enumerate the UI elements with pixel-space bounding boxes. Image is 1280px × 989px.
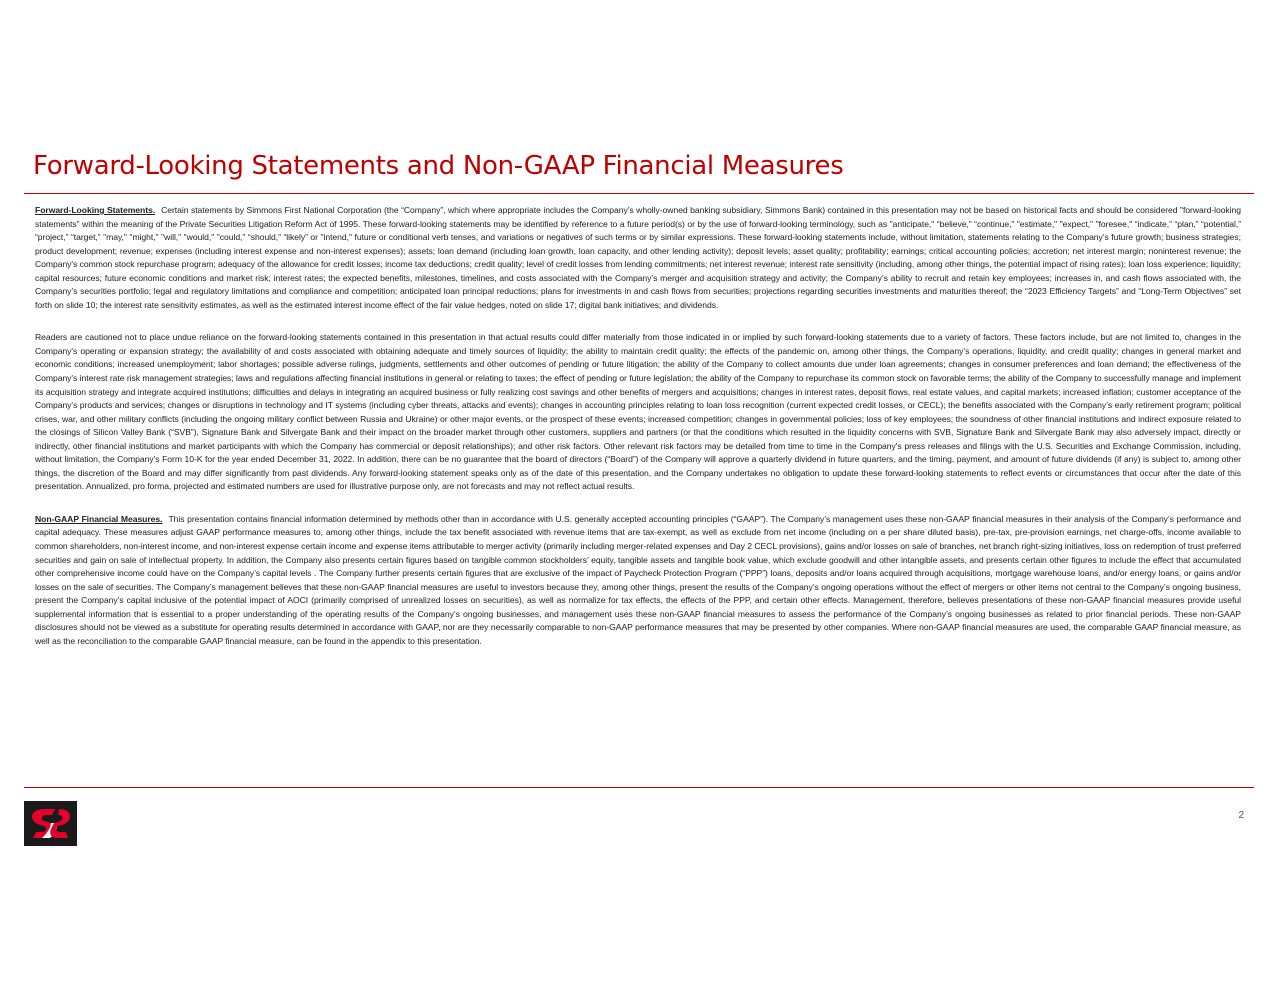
disclaimer-body <box>35 204 1241 667</box>
paragraph-risk-factors <box>35 331 1241 494</box>
title-divider <box>24 193 1254 194</box>
paragraph-non-gaap <box>35 513 1241 648</box>
paragraph-text: Readers are cautioned not to place undue reliance on the forward-looking statements contained in this presentation in that actual results could differ materially from those indicated in or implied by such forward-looking statements due to a variety of factors. These factors include, but are not limited to, changes in the Company's operating or expansion strategy; the availability of and costs associated with obtaining adequate and timely sources of liquidity; the ability to maintain credit quality; the effects of the pandemic on, among other things, the Company’s operations, liquidity, and credit quality; changes in general market and economic conditions; increased unemployment; labor shortages; possible adverse rulings, judgments, settlements and other outcomes of pending or future litigation; the ability of the Company to collect amounts due under loan agreements; changes in consumer preferences and loan demand; the effectiveness of the Company's interest rate risk management strategies; laws and regulations affecting financial institutions in general or relating to taxes; the effect of pending or future legislation; the ability of the Company to repurchase its common stock on favorable terms; the ability of the Company to successfully manage and implement its acquisition strategy and integrate acquired institutions; difficulties and delays in integrating an acquired business or fully realizing cost savings and other benefits of mergers and acquisitions; changes in interest rates, deposit flows, real estate values, and capital markets; increased inflation; customer acceptance of the Company's products and services; changes or disruptions in technology and IT systems (including cyber threats, attacks and events); changes in accounting principles relating to loan loss recognition (current expected credit losses, or CECL); the benefits associated with the Company’s early retirement program; political crises, war, and other military conflicts (including the ongoing military conflict between Russia and Ukraine) or other major events, or the prospect of these events; increased competition; changes in governmental policies; loss of key employees; the soundness of other financial institutions and indirect exposure related to the closings of Silicon Valley Bank (“SVB”), Signature Bank and Silvergate Bank and their impact on the broader market through other customers, suppliers and partners (or that the conditions which resulted in the liquidity concerns with SVB, Signature Bank and Silvergate Bank may also adversely impact, directly or indirectly, other financial institutions and market participants with which the Company has commercial or deposit relationships); and other risk factors. Other relevant risk factors may be detailed from time to time in the Company's press releases and filings with the U.S. Securities and Exchange Commission, including, without limitation, the Company’s Form 10-K for the year ended December 31, 2022. In addition, there can be no guarantee that the board of directors (“Board”) of the Company will approve a quarterly dividend in future quarters, and the timing, payment, and amount of future dividends (if any) is subject to, among other things, the discretion of the Board and may differ significantly from past dividends. Any forward-looking statement speaks only as of the date of this presentation, and the Company undertakes no obligation to update these forward-looking statements to reflect events or circumstances that occur after the date of this presentation. Annualized, pro forma, projected and estimated numbers are used for illustrative purpose only, are not forecasts and may not reflect actual results. <box>35 332 1241 492</box>
paragraph-lead: Forward-Looking Statements. <box>35 205 156 215</box>
slide-title: Forward-Looking Statements and Non-GAAP Financial Measures <box>33 151 844 181</box>
paragraph-text: This presentation contains financial information determined by methods other than in accordance with U.S. generally accepted accounting principles (“GAAP”). The Company’s management uses these non-GAAP financial measures in their analysis of the Company’s performance and capital adequacy. These measures adjust GAAP performance measures to, among other things, include the tax benefit associated with revenue items that are tax-exempt, as well as exclude from net income (including on a per share diluted basis), pre-tax, pre-provision earnings, net charge-offs, income available to common shareholders, non-interest income, and non-interest expense certain income and expense items attributable to merger activity (primarily including merger-related expenses and Day 2 CECL provisions), gains and/or losses on sale of branches, net branch right-sizing initiatives, loss on redemption of trust preferred securities and gain on sale of intellectual property. In addition, the Company also presents certain figures based on tangible common stockholders’ equity, tangible assets and tangible book value, which exclude goodwill and other intangible assets, and presents certain other figures to include the effect that accumulated other comprehensive income could have on the Company’s capital levels . The Company further presents certain figures that are exclusive of the impact of Paycheck Protection Program (“PPP”) loans, deposits and/or loans acquired through acquisitions, mortgage warehouse loans, and/or energy loans, or gains and/or losses on the sale of securities. The Company’s management believes that these non-GAAP financial measures are useful to investors because they, among other things, present the results of the Company’s ongoing operations without the effect of mergers or other items not central to the Company’s ongoing business, present the Company’s capital inclusive of the potential impact of AOCI (primarily comprised of unrealized losses on securities), as well as normalize for tax effects, the effects of the PPP, and certain other effects. Management, therefore, believes presentations of these non-GAAP financial measures provide useful supplemental information that is essential to a proper understanding of the operating results of the Company’s ongoing businesses, and management uses these non-GAAP financial measures to assess the performance of the Company’s ongoing businesses as related to prior financial periods. These non-GAAP disclosures should not be viewed as a substitute for operating results determined in accordance with GAAP, nor are they necessarily comparable to non-GAAP performance measures that may be presented by other companies. Where non-GAAP financial measures are used, the comparable GAAP financial measure, as well as the reconciliation to the comparable GAAP financial measure, can be found in the appendix to this presentation. <box>35 513 1241 646</box>
paragraph-lead: Non-GAAP Financial Measures. <box>35 513 163 524</box>
paragraph-text: Certain statements by Simmons First National Corporation (the “Company”, which where appropriate includes the Company’s wholly-owned banking subsidiary, Simmons Bank) contained in this presentation may not be based on historical facts and should be considered "forward-looking statements" within the meaning of the Private Securities Litigation Reform Act of 1995. These forward-looking statements may be identified by reference to a future period(s) or by the use of forward-looking terminology, such as "anticipate," “believe,” “continue,” "estimate," "expect," "foresee," “indicate,” “plan,” “potential,” “project,” “target,” "may," "might," "will," "would," "could," “should,” “likely” or "intend," future or conditional verb tenses, and variations or negatives of such terms or by similar expressions. These forward-looking statements include, without limitation, statements relating to the Company’s future growth; business strategies; product development; revenue; expenses (including interest expense and non-interest expenses); assets; loan demand (including loan growth, loan capacity, and other lending activity); deposit levels; asset quality; profitability; earnings; critical accounting policies; accretion; net interest margin; noninterest revenue; the Company's common stock repurchase program; adequacy of the allowance for credit losses; income tax deductions; credit quality; level of credit losses from lending commitments; net interest revenue; interest rate sensitivity (including, among other things, the potential impact of rising rates); loan loss experience; liquidity; capital resources; future economic conditions and market risk; interest rates; the expected benefits, milestones, timelines, and costs associated with the Company’s merger and acquisition strategy and activity; the Company’s ability to recruit and retain key employees; increases in, and cash flows associated with, the Company’s securities portfolio; legal and regulatory limitations and compliance and competition; anticipated loan principal reductions; plans for investments in and cash flows from securities; projections regarding securities investments and maturities thereof; the “2023 Efficiency Targets” and “Long-Term Objectives” set forth on slide 10; the interest rate sensitivity estimates, as well as the estimated interest income effect of the fair value hedges, noted on slide 17; digital bank initiatives; and dividends. <box>35 205 1241 310</box>
simmons-bank-logo-icon <box>24 801 77 846</box>
paragraph-forward-looking <box>35 204 1241 312</box>
footer-divider <box>24 787 1254 788</box>
page-number: 2 <box>1238 810 1244 821</box>
